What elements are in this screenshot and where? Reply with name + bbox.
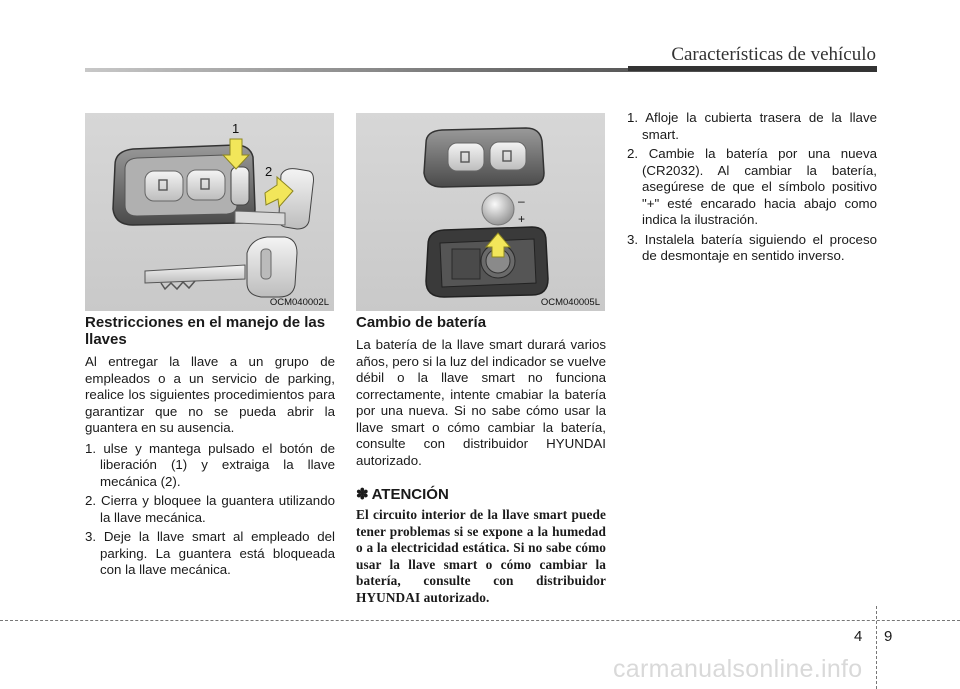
list-item: 3. Deje la llave smart al empleado del parking. La guantera está bloqueada con la llave mecánica. <box>85 529 335 577</box>
battery-paragraph: La batería de la llave smart durará varios años, pero si la luz del indicador se vuelve débil o la llave smart no funciona correctamente, intente cmabiar la batería por una nueva. Si no sabe cómo usar la llave smart o cómo cambiar la batería, consulte con distribuidor HYUNDAI autorizado. <box>356 337 606 468</box>
attention-heading <box>356 485 606 503</box>
figure-code: OCM040002L <box>269 297 329 308</box>
list-item: 1. Afloje la cubierta trasera de la llave smart. <box>627 110 877 142</box>
list-item: 2. Cierra y bloquee la guantera utilizando la llave mecánica. <box>85 493 335 525</box>
section-title: Características de vehículo <box>671 44 876 65</box>
figure-battery-change <box>356 113 605 311</box>
column-key-restrictions <box>85 314 335 582</box>
smart-key-illustration <box>85 113 334 311</box>
steps-list <box>627 110 877 265</box>
section-heading: Cambio de batería <box>356 314 487 331</box>
attention-paragraph: El circuito interior de la llave smart puede tener problemas si se expone a la humedad o a la electricidad estática. Si no sabe cómo usar la llave smart o cómo cambiar la batería, consulte con distribuidor HYUNDAI autorizado. <box>356 507 606 605</box>
column-battery-steps <box>627 110 877 268</box>
list-item: 1. ulse y mantega pulsado el botón de liberación (1) y extraiga la llave mecánica (2). <box>85 440 335 489</box>
symbol-minus: – <box>518 194 525 208</box>
watermark: carmanualsonline.info <box>613 655 863 683</box>
chapter-number: 4 <box>854 628 863 645</box>
footer-rule <box>0 620 960 621</box>
page-number: 9 <box>884 628 893 645</box>
list-item: 3. Instalela batería siguiendo el proceso de desmontaje en sentido inverso. <box>627 231 877 263</box>
figure-code: OCM040005L <box>540 297 600 308</box>
steps-list <box>85 441 335 579</box>
intro-paragraph: Al entregar la llave a un grupo de empleados o a un servicio de parking, realice los siguientes procedimientos para garantizar que no se pueda abrir la guantera en su ausencia. <box>85 354 335 435</box>
list-item: 2. Cambie la batería por una nueva (CR2032). Al cambiar la batería, asegúrese de que el símbolo positivo "+" esté encarado hacia abajo como indica la ilustración. <box>627 146 877 227</box>
header-rule-accent <box>628 66 877 71</box>
battery-illustration <box>356 113 605 311</box>
footer-divider <box>876 606 877 689</box>
symbol-plus: + <box>518 212 526 226</box>
attention-label: ATENCIÓN <box>371 485 449 503</box>
section-heading: Restricciones en el manejo de las llaves <box>85 314 326 348</box>
figure-mechanical-key <box>85 113 334 311</box>
callout-2: 2 <box>265 164 273 179</box>
asterisk-icon: ✽ <box>356 486 369 503</box>
callout-1: 1 <box>232 121 240 136</box>
column-battery-change <box>356 314 606 606</box>
